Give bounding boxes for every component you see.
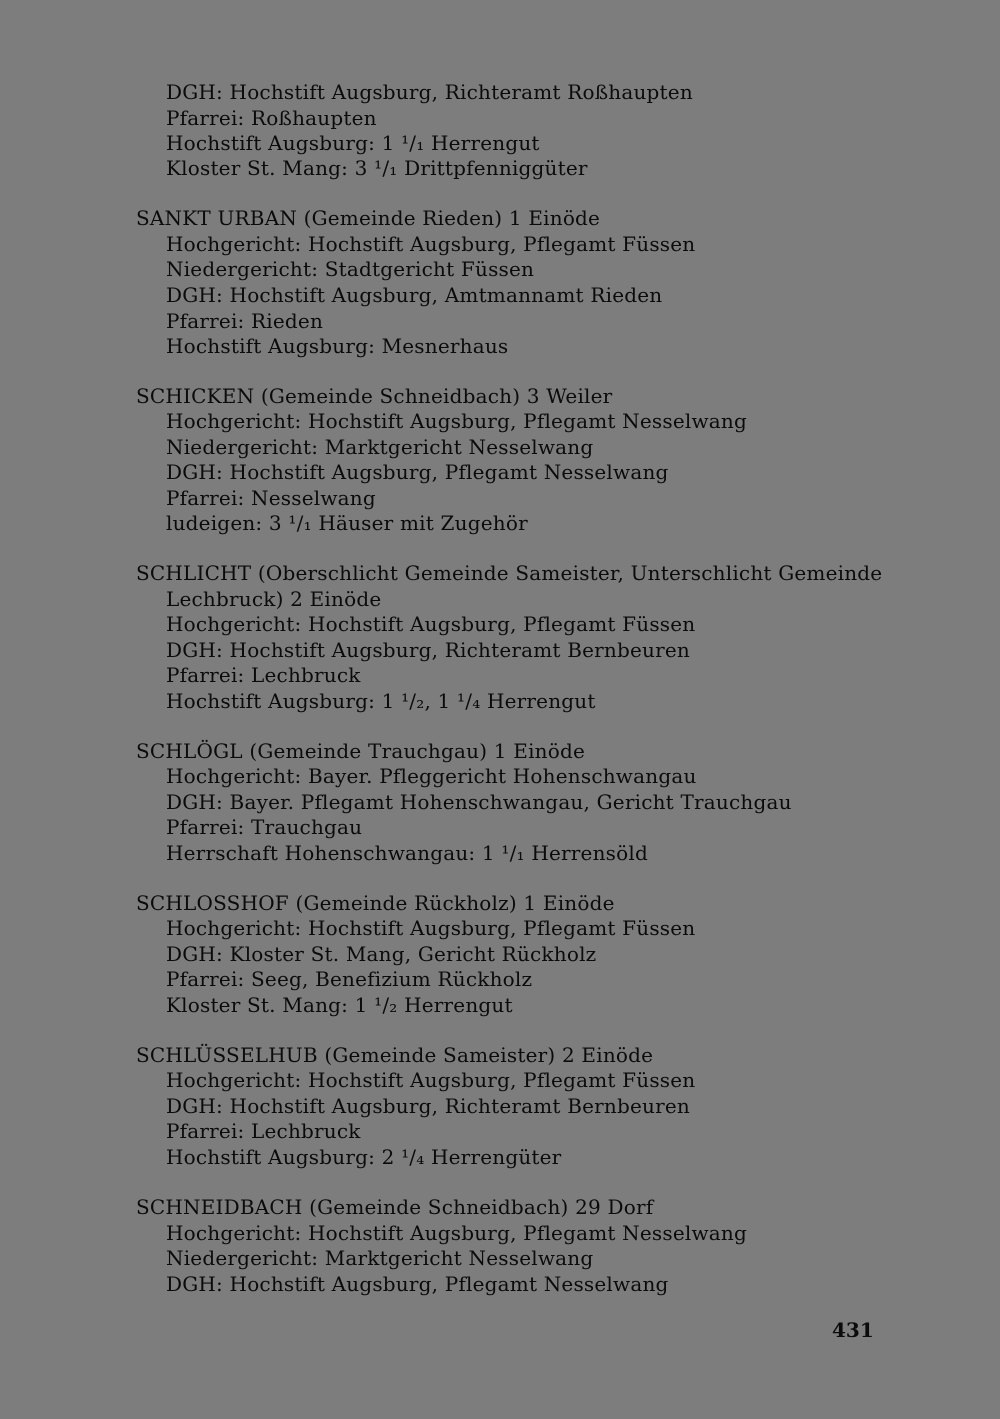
entry-heading: SCHICKEN (Gemeinde Schneidbach) 3 Weiler [136, 384, 613, 408]
entry-detail-line: DGH: Hochstift Augsburg, Amtmannamt Rieden [166, 283, 663, 307]
entry-heading: SCHLÖGL (Gemeinde Trauchgau) 1 Einöde [136, 739, 586, 763]
entry-detail-line: Hochstift Augsburg: 1 ¹/₂, 1 ¹/₄ Herrengut [166, 689, 596, 713]
entry-detail-line: Hochstift Augsburg: 1 ¹/₁ Herrengut [166, 131, 540, 155]
entry-detail-line: Pfarrei: Nesselwang [166, 486, 376, 510]
page-number: 431 [832, 1318, 874, 1342]
entry-detail-line: Pfarrei: Trauchgau [166, 815, 363, 839]
entry-detail-line: DGH: Hochstift Augsburg, Richteramt Bernbeuren [166, 1094, 690, 1118]
entry-detail-line: Hochgericht: Hochstift Augsburg, Pflegamt Nesselwang [166, 1221, 747, 1245]
entry-detail-line: Hochgericht: Hochstift Augsburg, Pflegamt Füssen [166, 232, 696, 256]
entry-detail-line: Hochgericht: Bayer. Pfleggericht Hohenschwangau [166, 764, 697, 788]
entry-detail-line: Pfarrei: Lechbruck [166, 1119, 361, 1143]
entry-detail-line: DGH: Bayer. Pflegamt Hohenschwangau, Gericht Trauchgau [166, 790, 792, 814]
entry-detail-line: Kloster St. Mang: 1 ¹/₂ Herrengut [166, 993, 513, 1017]
entry-detail-line: Pfarrei: Rieden [166, 309, 324, 333]
entry-heading: SCHLOSSHOF (Gemeinde Rückholz) 1 Einöde [136, 891, 615, 915]
entry-detail-line: DGH: Hochstift Augsburg, Richteramt Roßhaupten [166, 80, 693, 104]
entry-detail-line: Niedergericht: Stadtgericht Füssen [166, 257, 535, 281]
entry-detail-line: DGH: Hochstift Augsburg, Pflegamt Nesselwang [166, 1272, 669, 1296]
entry-detail-line: Lechbruck) 2 Einöde [166, 587, 382, 611]
entry-detail-line: Herrschaft Hohenschwangau: 1 ¹/₁ Herrensöld [166, 841, 648, 865]
entry-detail-line: DGH: Kloster St. Mang, Gericht Rückholz [166, 942, 597, 966]
entry-detail-line: DGH: Hochstift Augsburg, Pflegamt Nesselwang [166, 460, 669, 484]
entry-heading: SCHLÜSSELHUB (Gemeinde Sameister) 2 Einöde [136, 1043, 654, 1067]
entry-detail-line: Pfarrei: Roßhaupten [166, 106, 377, 130]
entry-heading: SANKT URBAN (Gemeinde Rieden) 1 Einöde [136, 206, 601, 230]
entry-heading: SCHNEIDBACH (Gemeinde Schneidbach) 29 Dorf [136, 1195, 654, 1219]
entry-detail-line: Hochgericht: Hochstift Augsburg, Pflegamt Füssen [166, 612, 696, 636]
entry-detail-line: Niedergericht: Marktgericht Nesselwang [166, 435, 594, 459]
entry-detail-line: ludeigen: 3 ¹/₁ Häuser mit Zugehör [166, 511, 528, 535]
entry-detail-line: DGH: Hochstift Augsburg, Richteramt Bernbeuren [166, 638, 690, 662]
entry-detail-line: Pfarrei: Lechbruck [166, 663, 361, 687]
entry-detail-line: Niedergericht: Marktgericht Nesselwang [166, 1246, 594, 1270]
entry-detail-line: Hochgericht: Hochstift Augsburg, Pflegamt Füssen [166, 916, 696, 940]
entry-detail-line: Hochgericht: Hochstift Augsburg, Pflegamt Nesselwang [166, 409, 747, 433]
entry-heading: SCHLICHT (Oberschlicht Gemeinde Sameister, Unterschlicht Gemeinde [136, 561, 883, 585]
entry-detail-line: Hochstift Augsburg: Mesnerhaus [166, 334, 509, 358]
entry-detail-line: Kloster St. Mang: 3 ¹/₁ Drittpfenniggüter [166, 156, 588, 180]
entry-detail-line: Hochgericht: Hochstift Augsburg, Pflegamt Füssen [166, 1068, 696, 1092]
entry-detail-line: Pfarrei: Seeg, Benefizium Rückholz [166, 967, 533, 991]
entry-detail-line: Hochstift Augsburg: 2 ¹/₄ Herrengüter [166, 1145, 562, 1169]
